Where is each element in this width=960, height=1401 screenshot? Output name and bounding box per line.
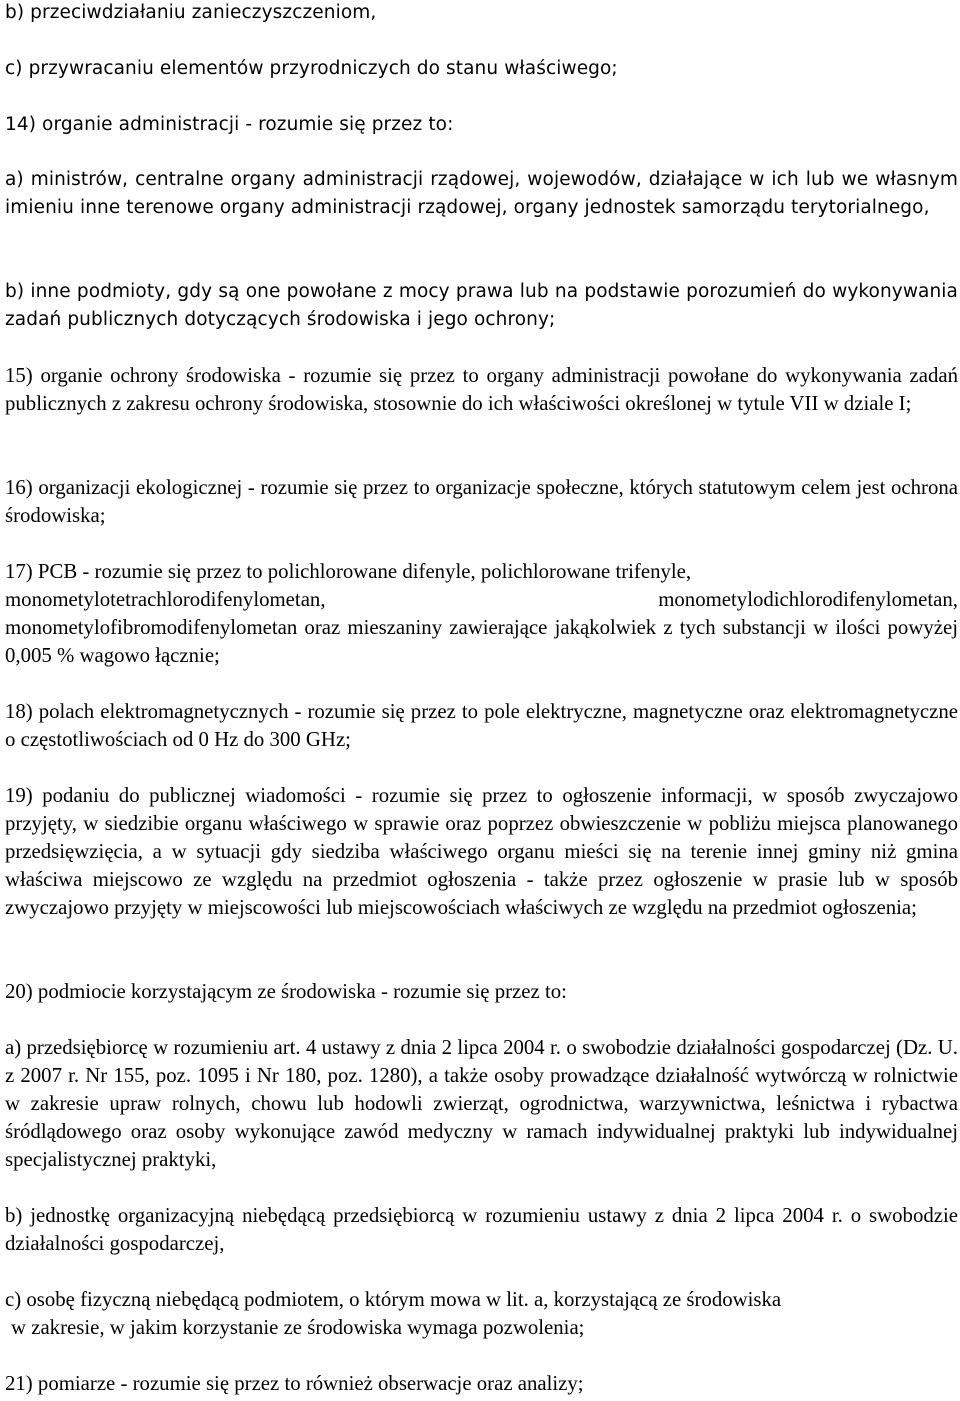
paragraph-14b: b) inne podmioty, gdy są one powołane z mocy prawa lub na podstawie porozumień do wykonywania zadań publicznych dotyczących środowiska i jego ochrony; — [5, 281, 958, 330]
paragraph-17-line1: 17) PCB - rozumie się przez to polichlorowane difenyle, polichlorowane trifenyle, — [5, 560, 692, 583]
paragraph-20: 20) podmiocie korzystającym ze środowiska - rozumie się przez to: — [5, 980, 567, 1003]
paragraph-18: 18) polach elektromagnetycznych - rozumie się przez to pole elektryczne, magnetyczne oraz elektromagnetyczne o częstotliwościach od 0 Hz do 300 GHz; — [5, 700, 958, 751]
paragraph-21: 21) pomiarze - rozumie się przez to również obserwacje oraz analizy; — [5, 1372, 584, 1395]
paragraph-14a: a) ministrów, centralne organy administracji rządowej, wojewodów, działające w ich lub we własnym imieniu inne terenowe organy administracji rządowej, organy jednostek samorządu terytorialnego, — [5, 169, 958, 218]
paragraph-17-line2-left: monometylotetrachlorodifenylometan, — [5, 588, 326, 611]
paragraph-14: 14) organie administracji - rozumie się przez to: — [5, 114, 454, 135]
paragraph-b-przeciwdzialanie: b) przeciwdziałaniu zanieczyszczeniom, — [5, 2, 377, 23]
paragraph-17-line2-right: monometylodichlorodifenylometan, — [658, 588, 958, 611]
paragraph-17-line2 — [5, 586, 958, 614]
paragraph-20c-line2: w zakresie, w jakim korzystanie ze środowiska wymaga pozwolenia; — [11, 1316, 585, 1339]
paragraph-20c-line1: c) osobę fizyczną niebędącą podmiotem, o którym mowa w lit. a, korzystającą ze środowiska — [5, 1288, 782, 1311]
paragraph-c-przywracanie: c) przywracaniu elementów przyrodniczych do stanu właściwego; — [5, 58, 618, 79]
paragraph-19: 19) podaniu do publicznej wiadomości - rozumie się przez to ogłoszenie informacji, w sposób zwyczajowo przyjęty, w siedzibie organu właściwego w sprawie oraz poprzez obwieszczenie w pobliżu miejsca planowanego przedsięwzięcia, a w sytuacji gdy siedziba właściwego organu mieści się na terenie innej gminy niż gmina właściwa miejscowo ze względu na przedmiot ogłoszenia - także przez ogłoszenie w prasie lub w sposób zwyczajowo przyjęty w miejscowości lub miejscowościach właściwych ze względu na przedmiot ogłoszenia; — [5, 784, 958, 919]
paragraph-20b: b) jednostkę organizacyjną niebędącą przedsiębiorcą w rozumieniu ustawy z dnia 2 lipca 2004 r. o swobodzie działalności gospodarczej, — [5, 1204, 958, 1255]
paragraph-15: 15) organie ochrony środowiska - rozumie się przez to organy administracji powołane do wykonywania zadań publicznych z zakresu ochrony środowiska, stosownie do ich właściwości określonej w tytule VII w dziale I; — [5, 364, 958, 415]
paragraph-17-rest: monometylofibromodifenylometan oraz mieszaniny zawierające jakąkolwiek z tych substancji w ilości powyżej 0,005 % wagowo łącznie; — [5, 616, 958, 667]
paragraph-16: 16) organizacji ekologicznej - rozumie się przez to organizacje społeczne, których statutowym celem jest ochrona środowiska; — [5, 476, 958, 527]
paragraph-20a: a) przedsiębiorcę w rozumieniu art. 4 ustawy z dnia 2 lipca 2004 r. o swobodzie działalności gospodarczej (Dz. U. z 2007 r. Nr 155, poz. 1095 i Nr 180, poz. 1280), a także osoby prowadzące działalność wytwórczą w rolnictwie w zakresie upraw rolnych, chowu lub hodowli zwierząt, ogrodnictwa, warzywnictwa, leśnictwa i rybactwa śródlądowego oraz osoby wykonujące zawód medyczny w ramach indywidualnej praktyki lub indywidualnej specjalistycznej praktyki, — [5, 1036, 958, 1171]
